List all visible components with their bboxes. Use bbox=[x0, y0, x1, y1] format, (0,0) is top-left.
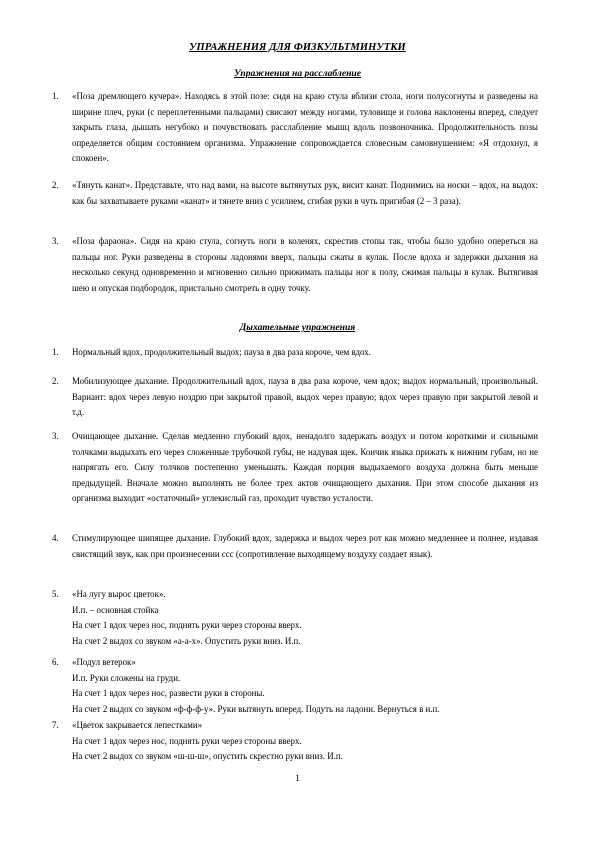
item-number: 1. bbox=[52, 347, 59, 357]
item-text: Очищающее дыхание. Сделав медленно глубокий вдох, ненадолго задержать воздух и потом короткими и сильными толчками выдыхать его через сложенные трубочкой губы, не надувая щек. Кончик языка прижать к нижним губам, но не напрягать его. Силу толчков постепенно уменьшать. Каждая порция выдыхаемого воздуха должна быть меньше предыдущей. Вначале можно выполнять не более трех актов очищающего дыхания. При этом способе дыхания из организма выходит «остаточный» углекислый газ, проходит чувство усталости. bbox=[72, 431, 538, 503]
item-line: На счет 2 выдох со звуком «ф-ф-ф-у». Руки вытянуть вперед. Подуть на ладони. Вернуться в и.п. bbox=[72, 703, 440, 714]
list-item bbox=[52, 234, 538, 296]
item-text: Нормальный вдох, продолжительный выдох; пауза в два раза короче, чем вдох. bbox=[72, 347, 371, 357]
item-line: «Цветок закрывается лепестками» bbox=[72, 720, 203, 730]
item-line: На счет 1 вдох через нос, развести руки в стороны. bbox=[72, 688, 265, 698]
item-line: На счет 1 вдох через нос, поднять руки через стороны вверх. bbox=[72, 620, 302, 630]
item-text: «Поза фараона». Сидя на краю стула, согнуть ноги в коленях, скрестив стопы так, чтобы было удобно опереться на пальцы ног. Руки разведены в стороны ладонями вверх, пальцы сжаты в кулак. После вдоха и задержки дыхания на несколько секунд одновременно и мгновенно сильно прижимать пальцы ног к полу, сжимая пальцы в кулак. Вытягивая шею и опуская подбородок, пристально смотреть в одну точку. bbox=[72, 236, 538, 293]
list-item bbox=[52, 429, 538, 507]
list-item bbox=[52, 718, 538, 765]
list-item bbox=[52, 89, 538, 167]
item-text: «Поза дремлющего кучера». Находясь в этой позе: сидя на краю стула вблизи стола, ноги полусогнуты и разведены на ширине плеч, руки (с переплетенными пальцами) свисают между ногами, туловище и голова наклонены вперед, следует закрыть глаза, дышать негубоко и почувствовать расслабление мышц вдоль позвоночника. Продолжительность позы определяется общим состоянием организма. Упражнение сопровождается словесным самовнушением: «Я отдохнул, я спокоен». bbox=[72, 91, 538, 163]
page-number: 1 bbox=[295, 773, 300, 784]
item-line: На счет 2 выдох со звуком «а-а-х». Опустить руки вниз. И.п. bbox=[72, 635, 301, 646]
item-text bbox=[72, 587, 538, 649]
list-item bbox=[52, 345, 538, 361]
item-line: И.п. Руки сложены на груди. bbox=[72, 672, 181, 683]
item-number: 2. bbox=[52, 376, 59, 386]
section-heading-relax: Упражнения на расслабление bbox=[233, 68, 362, 79]
list-item bbox=[52, 374, 538, 421]
item-line: И.п. – основная стойка bbox=[72, 604, 159, 615]
item-line: «На лугу вырос цветок». bbox=[72, 589, 166, 599]
item-number: 7. bbox=[52, 720, 59, 730]
section-heading-breath: Дыхательные упражнения bbox=[239, 322, 356, 333]
item-text: Мобилизующее дыхание. Продолжительный вдох, пауза в два раза короче, чем вдох; выдох нормальный, произвольный. Вариант: вдох через левую ноздрю при закрытой правой, выдох через правую; вдох через правую при закрытой левой и т.д. bbox=[72, 376, 538, 417]
item-number: 1. bbox=[52, 91, 59, 101]
item-number: 3. bbox=[52, 236, 59, 246]
item-number: 3. bbox=[52, 431, 59, 441]
item-text: Стимулирующее шипящее дыхание. Глубокий вдох, задержка и выдох через рот как можно медленнее и полнее, издавая свистящий звук, как при произнесении ссс (сопротивление выходящему воздуху создает язык). bbox=[72, 533, 538, 559]
list-item bbox=[52, 531, 538, 562]
item-number: 2. bbox=[52, 180, 59, 190]
list-item bbox=[52, 655, 538, 717]
item-text bbox=[72, 655, 538, 717]
item-number: 4. bbox=[52, 533, 59, 543]
list-item bbox=[52, 587, 538, 649]
item-line: На счет 1 вдох через нос, поднять руки через стороны вверх. bbox=[72, 735, 302, 746]
item-line: На счет 2 выдох со звуком «ш-ш-ш», опустить скрестно руки вниз. И.п. bbox=[72, 751, 343, 761]
item-text: «Тянуть канат». Представьте, что над вами, на высоте вытянутых рук, висит канат. Поднимись на носки – вдох, на выдох: как бы захватываете руками «канат» и тянете вниз с усилием, сгибая руки в чуть пригибая (2 – 3 раза). bbox=[72, 180, 538, 206]
item-text bbox=[72, 718, 538, 765]
item-number: 6. bbox=[52, 657, 59, 667]
page-title: УПРАЖНЕНИЯ ДЛЯ ФИЗКУЛЬТМИНУТКИ bbox=[189, 42, 406, 53]
item-number: 5. bbox=[52, 589, 59, 599]
item-line: «Подул ветерок» bbox=[72, 657, 136, 667]
list-item bbox=[52, 178, 538, 209]
